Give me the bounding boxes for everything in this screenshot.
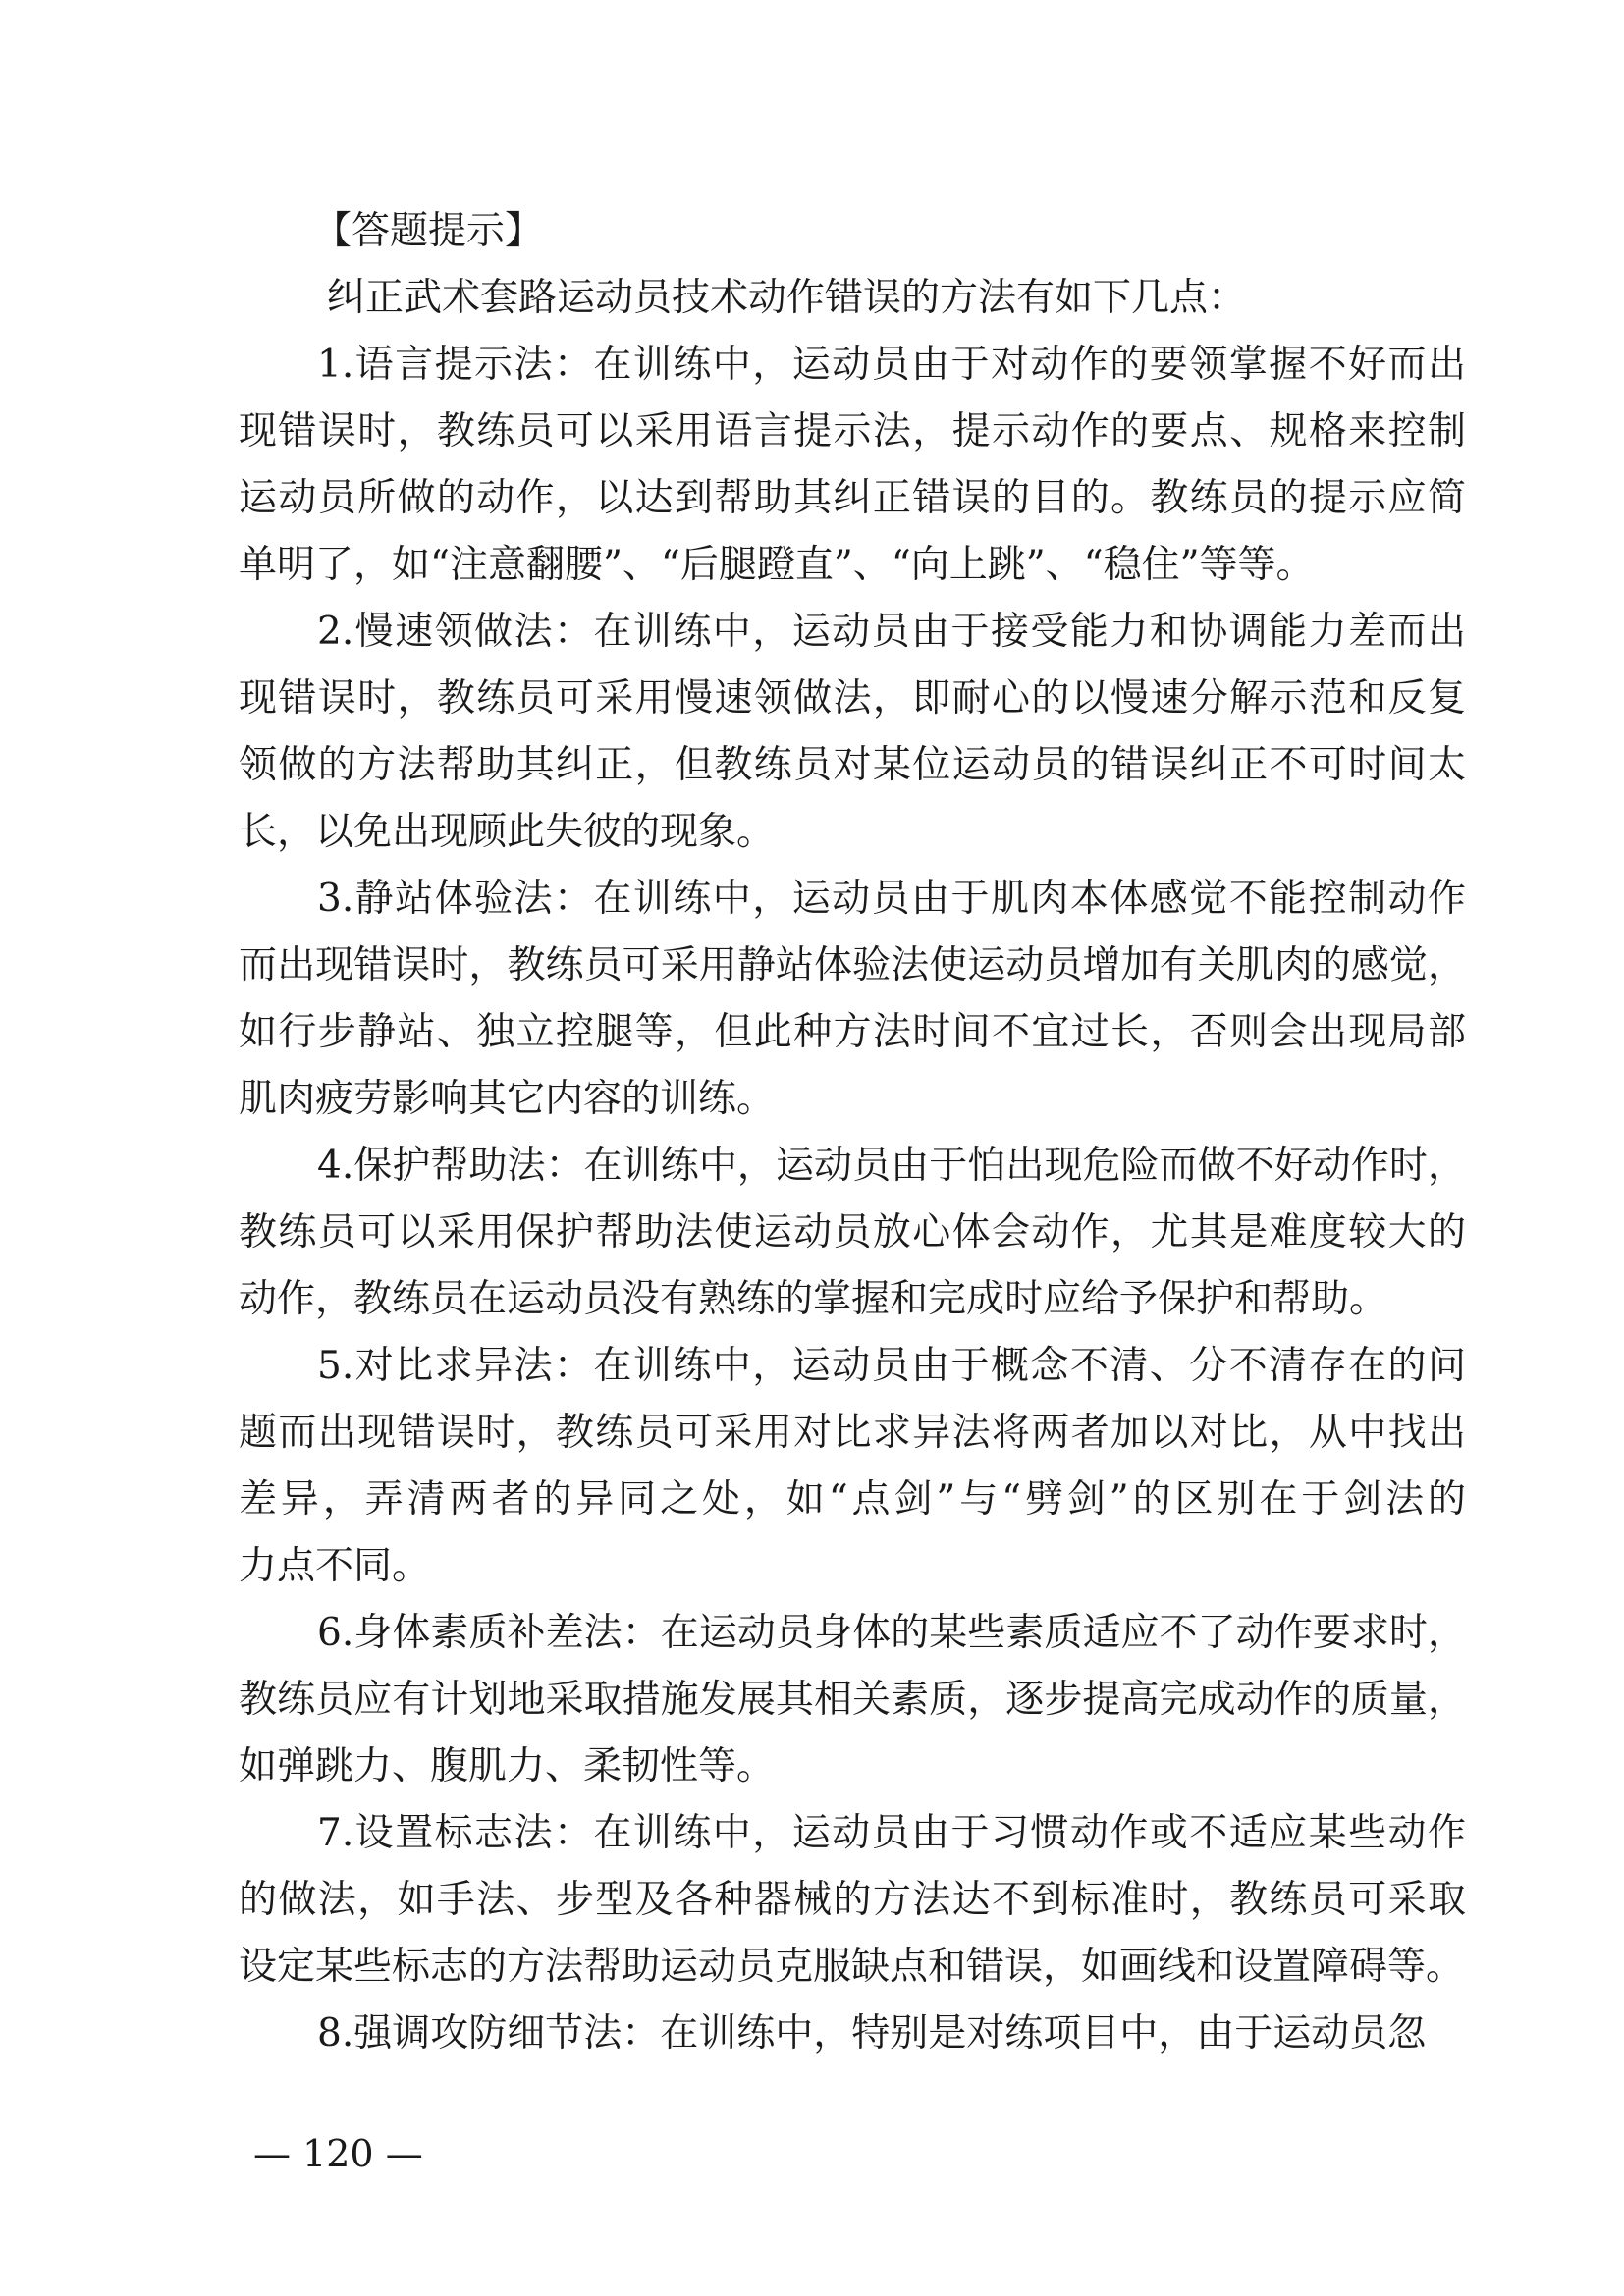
paragraph-line: 力点不同。 bbox=[239, 1544, 431, 1588]
page-number: — 120 — bbox=[253, 2132, 423, 2175]
paragraph bbox=[239, 1610, 1466, 1790]
paragraph-line: 如行步静站、独立控腿等，但此种方法时间不宜过长，否则会出现局部 bbox=[239, 1010, 1466, 1054]
intro-line: 纠正武术套路运动员技术动作错误的方法有如下几点： bbox=[327, 276, 1247, 320]
paragraph-line: 题而出现错误时，教练员可采用对比求异法将两者加以对比，从中找出 bbox=[239, 1411, 1466, 1455]
paragraph-line: 8.强调攻防细节法：在训练中，特别是对练项目中，由于运动员忽 bbox=[317, 2011, 1427, 2056]
paragraph bbox=[239, 342, 1466, 589]
section-heading: 【答题提示】 bbox=[313, 209, 544, 253]
paragraph-line: 现错误时，教练员可以采用语言提示法，提示动作的要点、规格来控制 bbox=[239, 409, 1466, 454]
paragraph-line: 教练员可以采用保护帮助法使运动员放心体会动作，尤其是难度较大的 bbox=[239, 1210, 1466, 1255]
paragraph bbox=[239, 1810, 1466, 1991]
paragraph-line: 教练员应有计划地采取措施发展其相关素质，逐步提高完成动作的质量， bbox=[239, 1678, 1466, 1722]
paragraph bbox=[239, 876, 1466, 1123]
paragraph-line: 现错误时，教练员可采用慢速领做法，即耐心的以慢速分解示范和反复 bbox=[239, 676, 1466, 721]
paragraph bbox=[239, 1143, 1466, 1323]
paragraph-line: 长，以免出现顾此失彼的现象。 bbox=[239, 810, 776, 854]
paragraph-line: 6.身体素质补差法：在运动员身体的某些素质适应不了动作要求时， bbox=[317, 1611, 1466, 1655]
paragraph-line: 7.设置标志法：在训练中，运动员由于习惯动作或不适应某些动作 bbox=[317, 1811, 1466, 1855]
paragraph-line: 2.慢速领做法：在训练中，运动员由于接受能力和协调能力差而出 bbox=[317, 610, 1466, 654]
paragraph-line: 4.保护帮助法：在训练中，运动员由于怕出现危险而做不好动作时， bbox=[317, 1144, 1466, 1188]
paragraph bbox=[239, 1343, 1466, 1590]
paragraph-line: 的做法，如手法、步型及各种器械的方法达不到标准时，教练员可采取 bbox=[239, 1878, 1466, 1922]
paragraph-line: 3.静站体验法：在训练中，运动员由于肌肉本体感觉不能控制动作 bbox=[317, 877, 1466, 921]
paragraph bbox=[239, 609, 1466, 856]
page-content bbox=[239, 208, 1466, 2077]
paragraph-line: 而出现错误时，教练员可采用静站体验法使运动员增加有关肌肉的感觉， bbox=[239, 943, 1466, 988]
paragraph-line: 领做的方法帮助其纠正，但教练员对某位运动员的错误纠正不可时间太 bbox=[239, 743, 1466, 787]
paragraph-line: 动作，教练员在运动员没有熟练的掌握和完成时应给予保护和帮助。 bbox=[239, 1277, 1388, 1321]
paragraph-list bbox=[239, 342, 1466, 2057]
paragraph-line: 单明了，如“注意翻腰”、“后腿蹬直”、“向上跳”、“稳住”等等。 bbox=[239, 543, 1315, 587]
paragraph-line: 如弹跳力、腹肌力、柔韧性等。 bbox=[239, 1744, 776, 1789]
paragraph bbox=[239, 2010, 1466, 2057]
paragraph-line: 运动员所做的动作，以达到帮助其纠正错误的目的。教练员的提示应简 bbox=[239, 476, 1466, 520]
paragraph-line: 肌肉疲劳影响其它内容的训练。 bbox=[239, 1077, 776, 1121]
paragraph-line: 差异，弄清两者的异同之处，如“点剑”与“劈剑”的区别在于剑法的 bbox=[239, 1477, 1466, 1522]
paragraph-line: 5.对比求异法：在训练中，运动员由于概念不清、分不清存在的问 bbox=[317, 1344, 1466, 1388]
paragraph-line: 1.语言提示法：在训练中，运动员由于对动作的要领掌握不好而出 bbox=[317, 343, 1466, 387]
paragraph-line: 设定某些标志的方法帮助运动员克服缺点和错误，如画线和设置障碍等。 bbox=[239, 1945, 1465, 1989]
